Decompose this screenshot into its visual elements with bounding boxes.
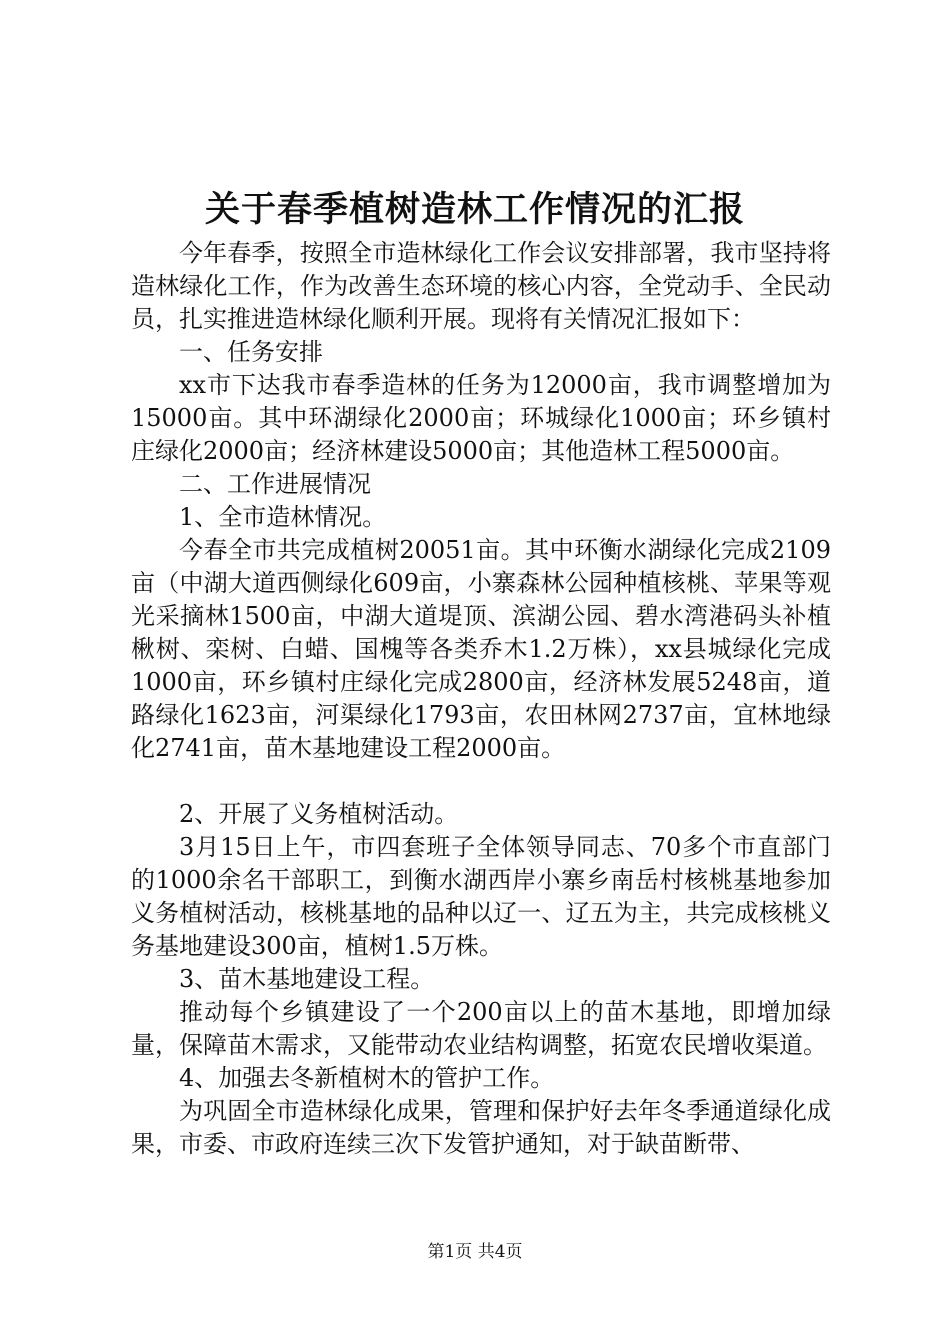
paragraph-nursery-base: 推动每个乡镇建设了一个200亩以上的苗木基地，即增加绿量，保障苗木需求，又能带动农业结构调整，拓宽农民增收渠道。 <box>131 998 831 1059</box>
subheading-volunteer-planting: 2、开展了义务植树活动。 <box>179 800 459 828</box>
paragraph-city-afforestation: 今春全市共完成植树20051亩。其中环衡水湖绿化完成2109亩（中湖大道西侧绿化609亩，小寨森林公园种植核桃、苹果等观光采摘林1500亩，中湖大道堤顶、滨湖公园、碧水湾港码头补植楸树、栾树、白蜡、国槐等各类乔木1.2万株），xx县城绿化完成1000亩，环乡镇村庄绿化完成2800亩，经济林发展5248亩，道路绿化1623亩，河渠绿化1793亩，农田林网2737亩，宜林地绿化2741亩，苗木基地建设工程2000亩。 <box>131 536 831 762</box>
page-number-footer: 第1页 共4页 <box>427 1242 523 1262</box>
paragraph-volunteer-planting: 3月15日上午，市四套班子全体领导同志、70多个市直部门的1000余名干部职工，到衡水湖西岸小寨乡南岳村核桃基地参加义务植树活动，核桃基地的品种以辽一、辽五为主，共完成核桃义务基地建设300亩，植树1.5万株。 <box>131 833 831 960</box>
paragraph-task-details: xx市下达我市春季造林的任务为12000亩，我市调整增加为15000亩。其中环湖绿化2000亩；环城绿化1000亩；环乡镇村庄绿化2000亩；经济林建设5000亩；其他造林工程5000亩。 <box>131 371 831 465</box>
subheading-nursery-base: 3、苗木基地建设工程。 <box>179 965 435 993</box>
document-body <box>131 237 831 1161</box>
heading-work-progress: 二、工作进展情况 <box>179 470 371 498</box>
paragraph-tree-maintenance: 为巩固全市造林绿化成果，管理和保护好去年冬季通道绿化成果，市委、市政府连续三次下发管护通知，对于缺苗断带、 <box>131 1097 831 1158</box>
paragraph-intro: 今年春季，按照全市造林绿化工作会议安排部署，我市坚持将造林绿化工作，作为改善生态环境的核心内容，全党动手、全民动员，扎实推进造林绿化顺利开展。现将有关情况汇报如下： <box>131 239 831 333</box>
subheading-tree-maintenance: 4、加强去冬新植树木的管护工作。 <box>179 1064 555 1092</box>
subheading-city-afforestation: 1、全市造林情况。 <box>179 503 387 531</box>
heading-task-arrangement: 一、任务安排 <box>179 338 323 366</box>
document-title: 关于春季植树造林工作情况的汇报 <box>204 189 745 230</box>
